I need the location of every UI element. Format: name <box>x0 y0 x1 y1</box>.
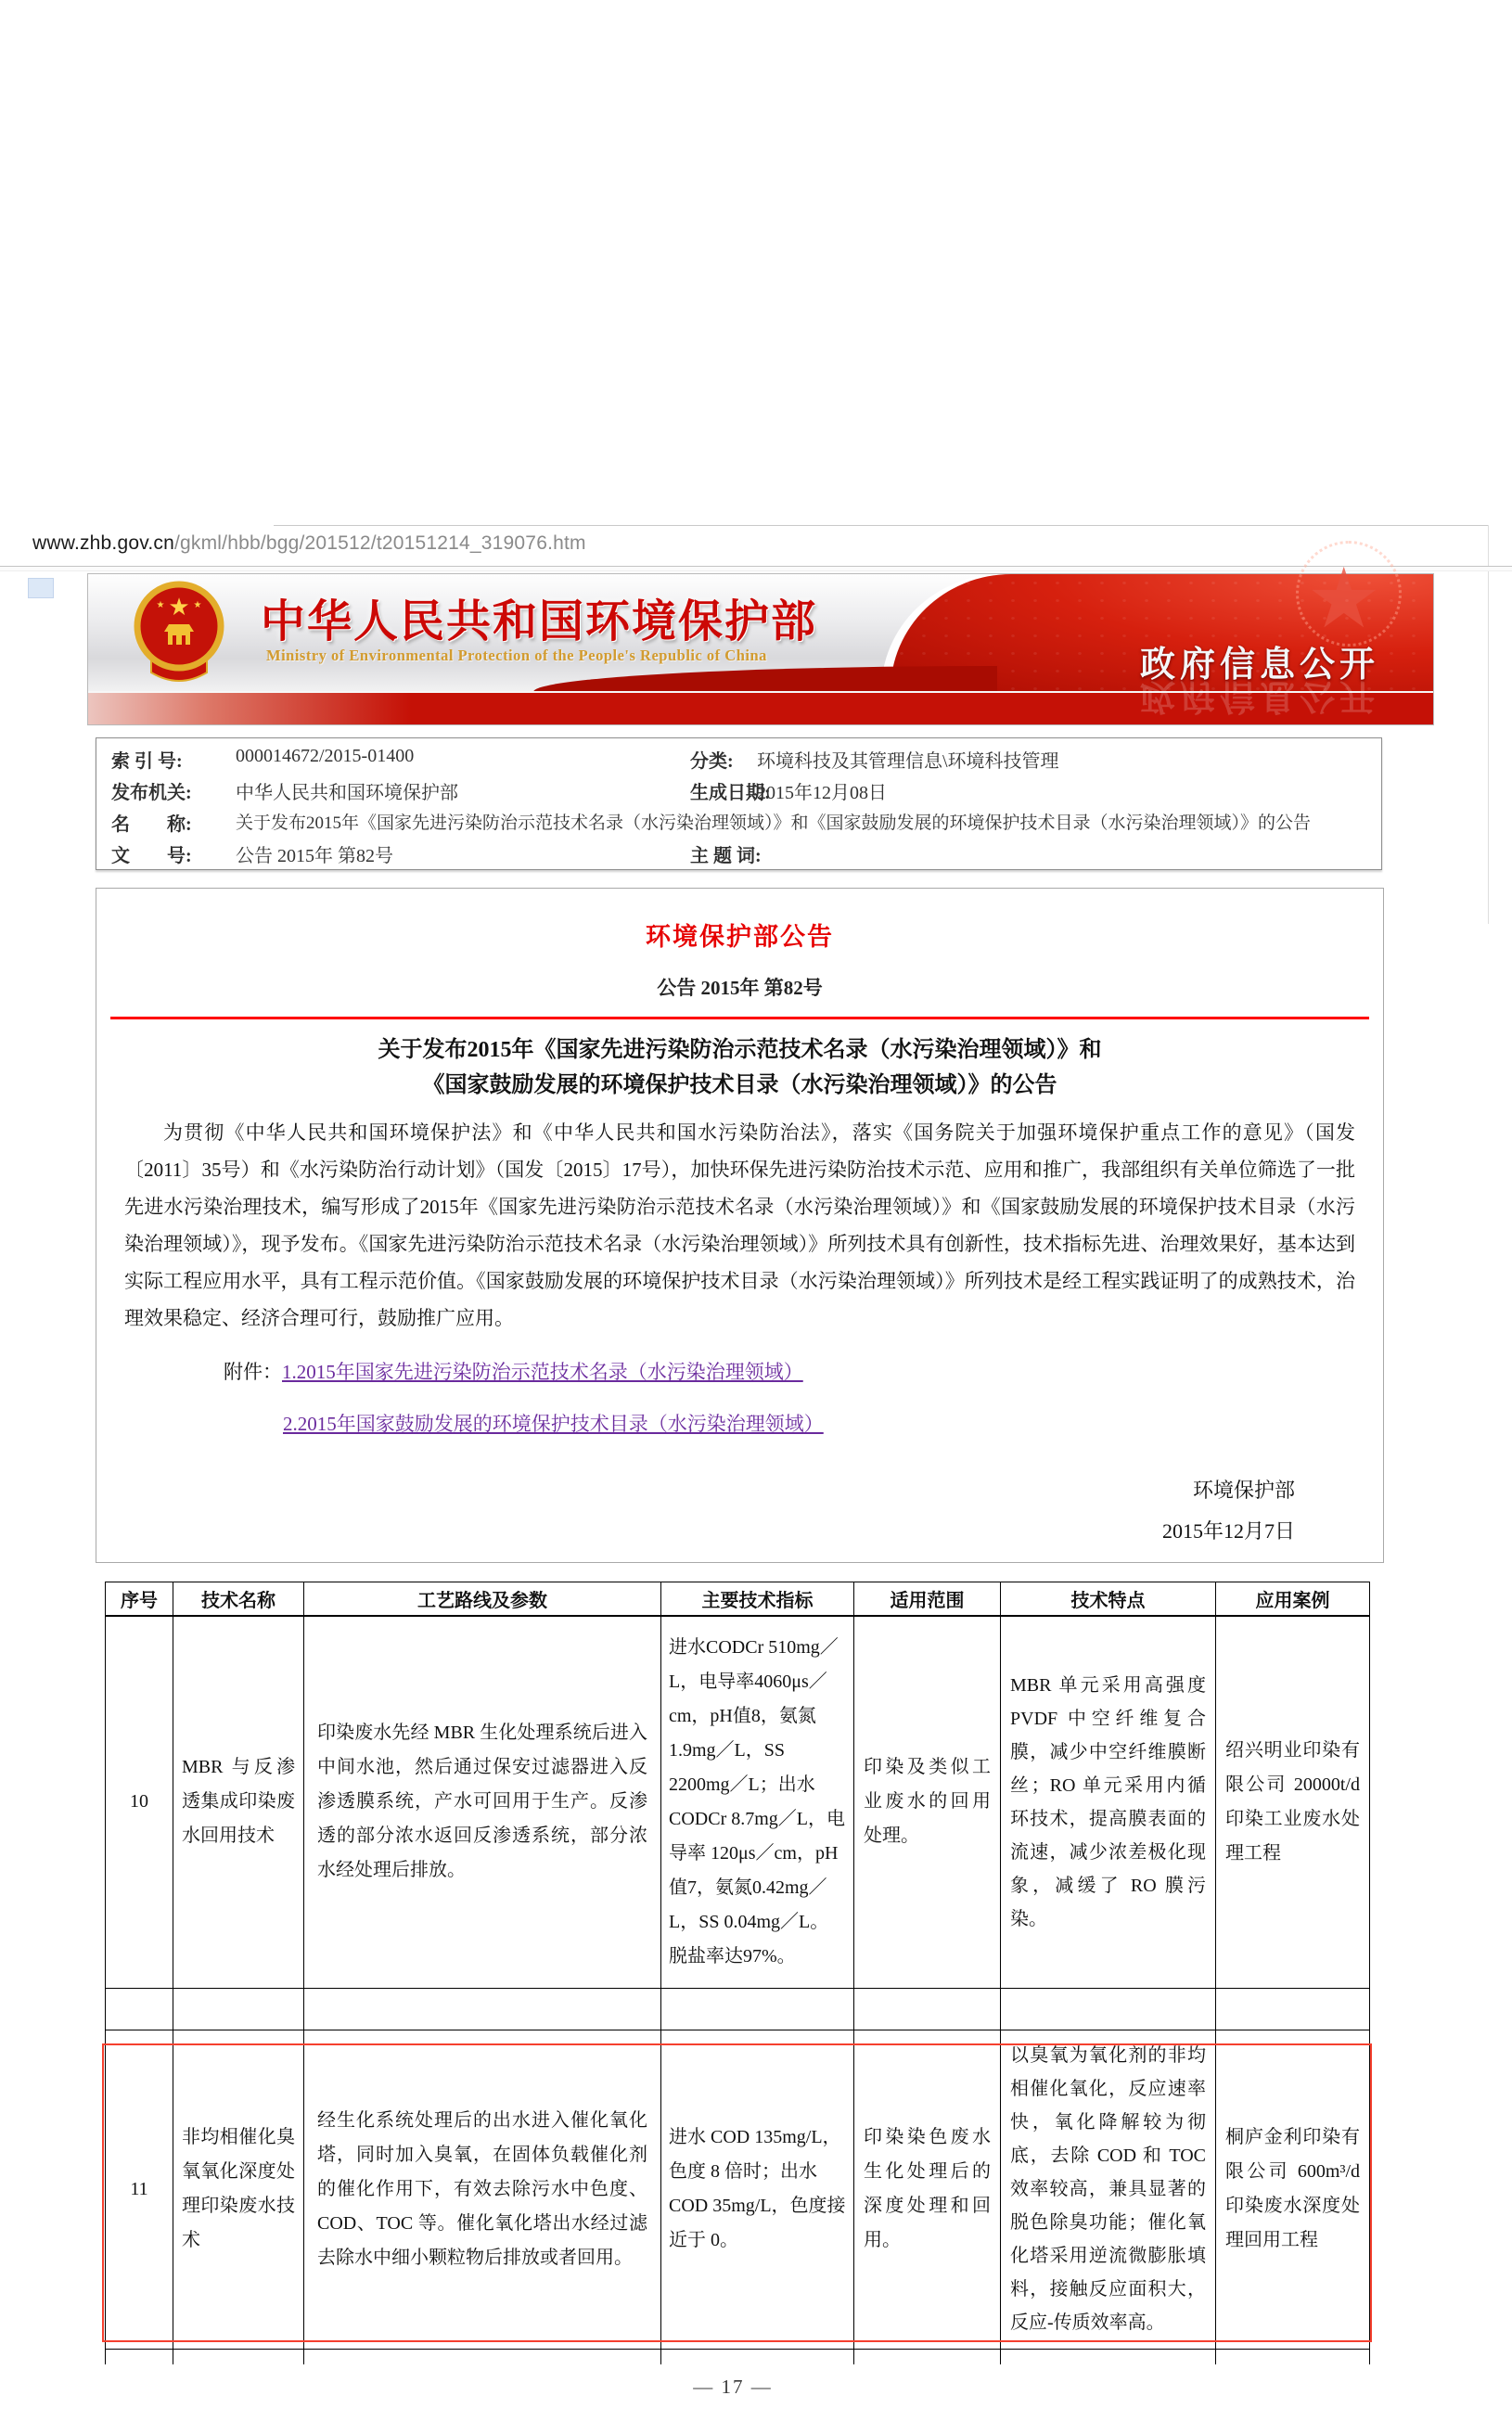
star-icon: ★ <box>1306 550 1381 647</box>
attachment-label: 附件： <box>224 1361 282 1383</box>
header-process: 工艺路线及参数 <box>304 1582 661 1617</box>
doc-name-label: 名 称: <box>111 814 192 835</box>
address-bar-separator <box>0 566 1512 571</box>
row11-indicators: 进水 COD 135mg/L，色度 8 倍时；出水 COD 35mg/L，色度接近于 0。 <box>661 2030 854 2349</box>
header-indicators: 主要技术指标 <box>661 1582 854 1617</box>
window-right-border <box>1488 525 1489 924</box>
svg-text:★: ★ <box>168 594 190 621</box>
issue-date-value: 2015年12月08日 <box>757 783 887 803</box>
category-label: 分类: <box>690 751 734 772</box>
page-number: — 17 — <box>693 2376 773 2398</box>
attachment-line-1 <box>224 1346 1383 1398</box>
issue-date-label: 生成日期: <box>690 783 771 803</box>
svg-text:★: ★ <box>193 600 202 610</box>
signature-date: 2015年12月7日 <box>1161 1519 1295 1543</box>
document-metadata-box <box>96 737 1382 870</box>
doc-number-value: 公告 2015年 第82号 <box>236 846 393 866</box>
announcement-org-title: 环境保护部公告 <box>646 923 834 951</box>
technology-table <box>105 1582 1370 2364</box>
announcement-title-line1: 关于发布2015年《国家先进污染防治示范技术名录（水污染治理领域）》和 <box>378 1038 1102 1062</box>
row11-process: 经生化系统处理后的出水进入催化氧化塔，同时加入臭氧，在固体负载催化剂的催化作用下，有效去除污水中色度、COD、TOC 等。催化氧化塔出水经过滤去除水中细小颗粒物后排放或者回用。 <box>304 2030 661 2349</box>
header-cases: 应用案例 <box>1216 1582 1370 1617</box>
row10-tech-name: MBR 与反渗透集成印染废水回用技术 <box>173 1616 304 1988</box>
row11-serial: 11 <box>106 2030 173 2349</box>
banner-swoosh-decoration <box>533 666 997 692</box>
row11-features: 以臭氧为氧化剂的非均相催化氧化，反应速率快，氧化降解较为彻底，去除 COD 和 TOC 效率较高，兼具显著的脱色除臭功能；催化氧化塔采用逆流微膨胀填料，接触反应面积大，反应-传质效率高。 <box>1001 2030 1216 2349</box>
row11-tech-name: 非均相催化臭氧氧化深度处理印染废水技术 <box>173 2030 304 2349</box>
window-top-border <box>274 525 1489 526</box>
index-number-label: 索 引 号: <box>111 751 183 772</box>
row10-scope: 印染及类似工业废水的回用处理。 <box>854 1616 1001 1988</box>
ministry-header-banner <box>88 550 1433 724</box>
meta-row-issuer <box>96 777 1381 807</box>
gov-info-reflection: 政府信息公开 <box>1139 676 1379 715</box>
page-corner-decoration <box>28 578 54 598</box>
table-header-row <box>106 1582 1370 1617</box>
meta-row-index <box>96 746 1381 775</box>
row11-case: 桐庐金利印染有限公司 600m³/d 印染废水深度处理回用工程 <box>1216 2030 1370 2349</box>
url-host: www.zhb.gov.cn <box>32 532 174 554</box>
svg-text:★: ★ <box>156 600 165 610</box>
attachment-link-2[interactable]: 2.2015年国家鼓励发展的环境保护技术目录（水污染治理领域） <box>283 1413 824 1435</box>
attachment-line-2 <box>283 1398 1383 1450</box>
url-path: /gkml/hbb/bgg/201512/t20151214_319076.htm <box>173 532 586 554</box>
row10-case: 绍兴明业印染有限公司 20000t/d 印染工业废水处理工程 <box>1216 1616 1370 1988</box>
attachments-block <box>224 1346 1383 1450</box>
issuer-value: 中华人民共和国环境保护部 <box>236 783 458 803</box>
header-tech-name: 技术名称 <box>173 1582 304 1617</box>
table-row-10 <box>106 1616 1370 1988</box>
red-divider-rule <box>110 1017 1369 1019</box>
address-bar[interactable] <box>32 532 586 555</box>
header-features: 技术特点 <box>1001 1582 1216 1617</box>
announcement-title-line2: 《国家鼓励发展的环境保护技术目录（水污染治理领域）》的公告 <box>422 1073 1057 1097</box>
announcement-body: 为贯彻《中华人民共和国环境保护法》和《中华人民共和国水污染防治法》，落实《国务院关于加强环境保护重点工作的意见》（国发〔2011〕35号）和《水污染防治行动计划》（国发〔2015〕17号），加快环保先进污染防治技术示范、应用和推广，我部组织有关单位筛选了一批先进水污染治理技术，编写形成了2015年《国家先进污染防治示范技术名录（水污染治理领域）》和《国家鼓励发展的环境保护技术目录（水污染治理领域）》，现予发布。《国家先进污染防治示范技术名录（水污染治理领域）》所列技术具有创新性，技术指标先进、治理效果好，基本达到实际工程应用水平，具有工程示范价值。《国家鼓励发展的环境保护技术目录（水污染治理领域）》所列技术是经工程实践证明了的成熟技术，治理效果稳定、经济合理可行，鼓励推广应用。 <box>124 1121 1355 1329</box>
subject-words-label: 主 题 词: <box>690 846 762 866</box>
issuer-label: 发布机关: <box>111 783 192 803</box>
category-value: 环境科技及其管理信息\环境科技管理 <box>757 751 1059 772</box>
meta-row-name <box>96 809 1381 839</box>
announcement-title <box>96 1032 1383 1103</box>
row11-scope: 印染染色废水生化处理后的深度处理和回用。 <box>854 2030 1001 2349</box>
doc-name-value: 关于发布2015年《国家先进污染防治示范技术名录（水污染治理领域）》和《国家鼓励发展的环境保护技术目录（水污染治理领域）》的公告 <box>236 813 1312 833</box>
national-emblem-icon <box>133 580 225 690</box>
row10-process: 印染废水先经 MBR 生化处理系统后进入中间水池，然后通过保安过滤器进入反渗透膜系统，产水可回用于生产。反渗透的部分浓水返回反渗透系统，部分浓水经处理后排放。 <box>304 1616 661 1988</box>
banner-main-area <box>88 550 1433 715</box>
announcement-box <box>96 888 1384 1563</box>
gov-info-disclosure-label: 政府信息公开 <box>1139 646 1379 685</box>
ministry-title-english: Ministry of Environmental Protection of the People's Republic of China <box>266 647 767 664</box>
row10-serial: 10 <box>106 1616 173 1988</box>
row10-indicators: 进水CODCr 510mg／L，电导率4060μs／cm，pH值8，氨氮1.9mg／L，SS 2200mg／L；出水CODCr 8.7mg／L，电导率 120μs／cm，pH值7，氨氮0.42mg／L，SS 0.04mg／L。脱盐率达97%。 <box>661 1616 854 1988</box>
announcement-number: 公告 2015年 第82号 <box>657 977 823 999</box>
table-cutoff-row <box>106 2349 1370 2364</box>
signer-name: 环境保护部 <box>1192 1479 1295 1502</box>
table-spacer-row <box>106 1988 1370 2030</box>
ministry-title: 中华人民共和国环境保护部 <box>261 597 818 647</box>
header-serial: 序号 <box>106 1582 173 1617</box>
header-scope: 适用范围 <box>854 1582 1001 1617</box>
meta-row-docno <box>96 840 1381 870</box>
doc-number-label: 文 号: <box>111 846 192 866</box>
signature-block <box>96 1470 1295 1552</box>
row10-features: MBR 单元采用高强度 PVDF 中空纤维复合膜，减少中空纤维膜断丝；RO 单元采用内循环技术，提高膜表面的流速，减少浓差极化现象，减缓了 RO 膜污染。 <box>1001 1616 1216 1988</box>
index-number-value: 000014672/2015-01400 <box>236 746 415 766</box>
attachment-link-1[interactable]: 1.2015年国家先进污染防治示范技术名录（水污染治理领域） <box>282 1361 803 1383</box>
table-row-11 <box>106 2030 1370 2349</box>
